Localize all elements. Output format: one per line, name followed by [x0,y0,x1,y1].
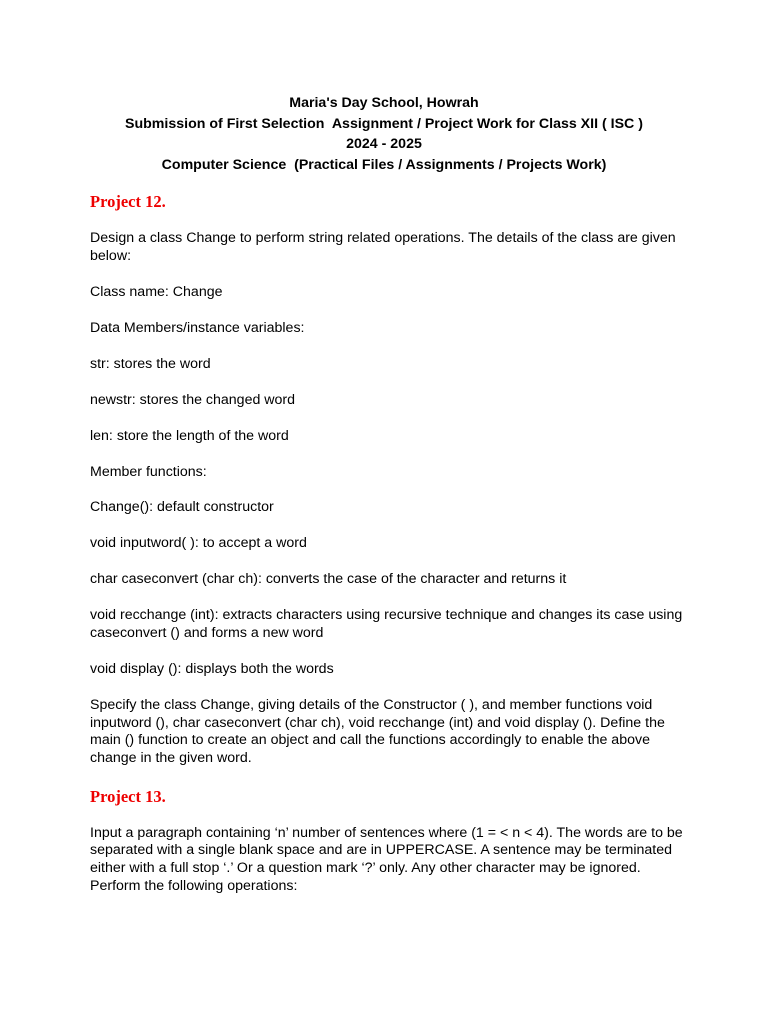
p12-fn-caseconvert: char caseconvert (char ch): converts the case of the character and returns it [90,571,567,588]
p12-member-len: len: store the length of the word [90,427,289,444]
project-13-heading: Project 13. [90,786,166,806]
p12-fn-constructor: Change(): default constructor [90,499,274,516]
project-12-heading: Project 12. [90,192,166,211]
submission-title: Submission of First Selection Assignment / Project Work for Class XII ( ISC ) [125,115,643,132]
p12-specification: Specify the class Change, giving details of the Constructor ( ), and member functions void inputword (), char caseconvert (char ch), void recchange (int) and void display (). Define the main () function to create an object and call the functions accordingly to enable the above change in the given word. [90,697,665,766]
p12-fn-recchange: void recchange (int): extracts characters using recursive technique and changes its case using caseconvert () and forms a new word [90,607,683,642]
p13-intro: Input a paragraph containing ‘n’ number of sentences where (1 = < n < 4). The words are to be separated with a single blank space and are in UPPERCASE. A sentence may be terminated either with a full stop ‘.’ Or a question mark ‘?’ only. Any other character may be ignored. Perform the following operations: [90,824,683,894]
p12-fn-inputword: void inputword( ): to accept a word [90,535,307,552]
school-name: Maria's Day School, Howrah [289,95,479,111]
academic-year: 2024 - 2025 [346,136,422,152]
p12-member-newstr: newstr: stores the changed word [90,391,296,408]
subject-line: Computer Science (Practical Files / Assignments / Projects Work) [161,156,607,173]
p12-class-name: Class name: Change [90,283,223,300]
p12-fn-display: void display (): displays both the words [90,661,334,678]
p12-member-str: str: stores the word [90,355,211,372]
p12-member-functions-heading: Member functions: [90,463,207,480]
p12-data-members-heading: Data Members/instance variables: [90,319,305,336]
document-body [90,191,690,914]
document-header [0,93,768,175]
p12-intro: Design a class Change to perform string related operations. The details of the class are given below: [90,230,676,264]
